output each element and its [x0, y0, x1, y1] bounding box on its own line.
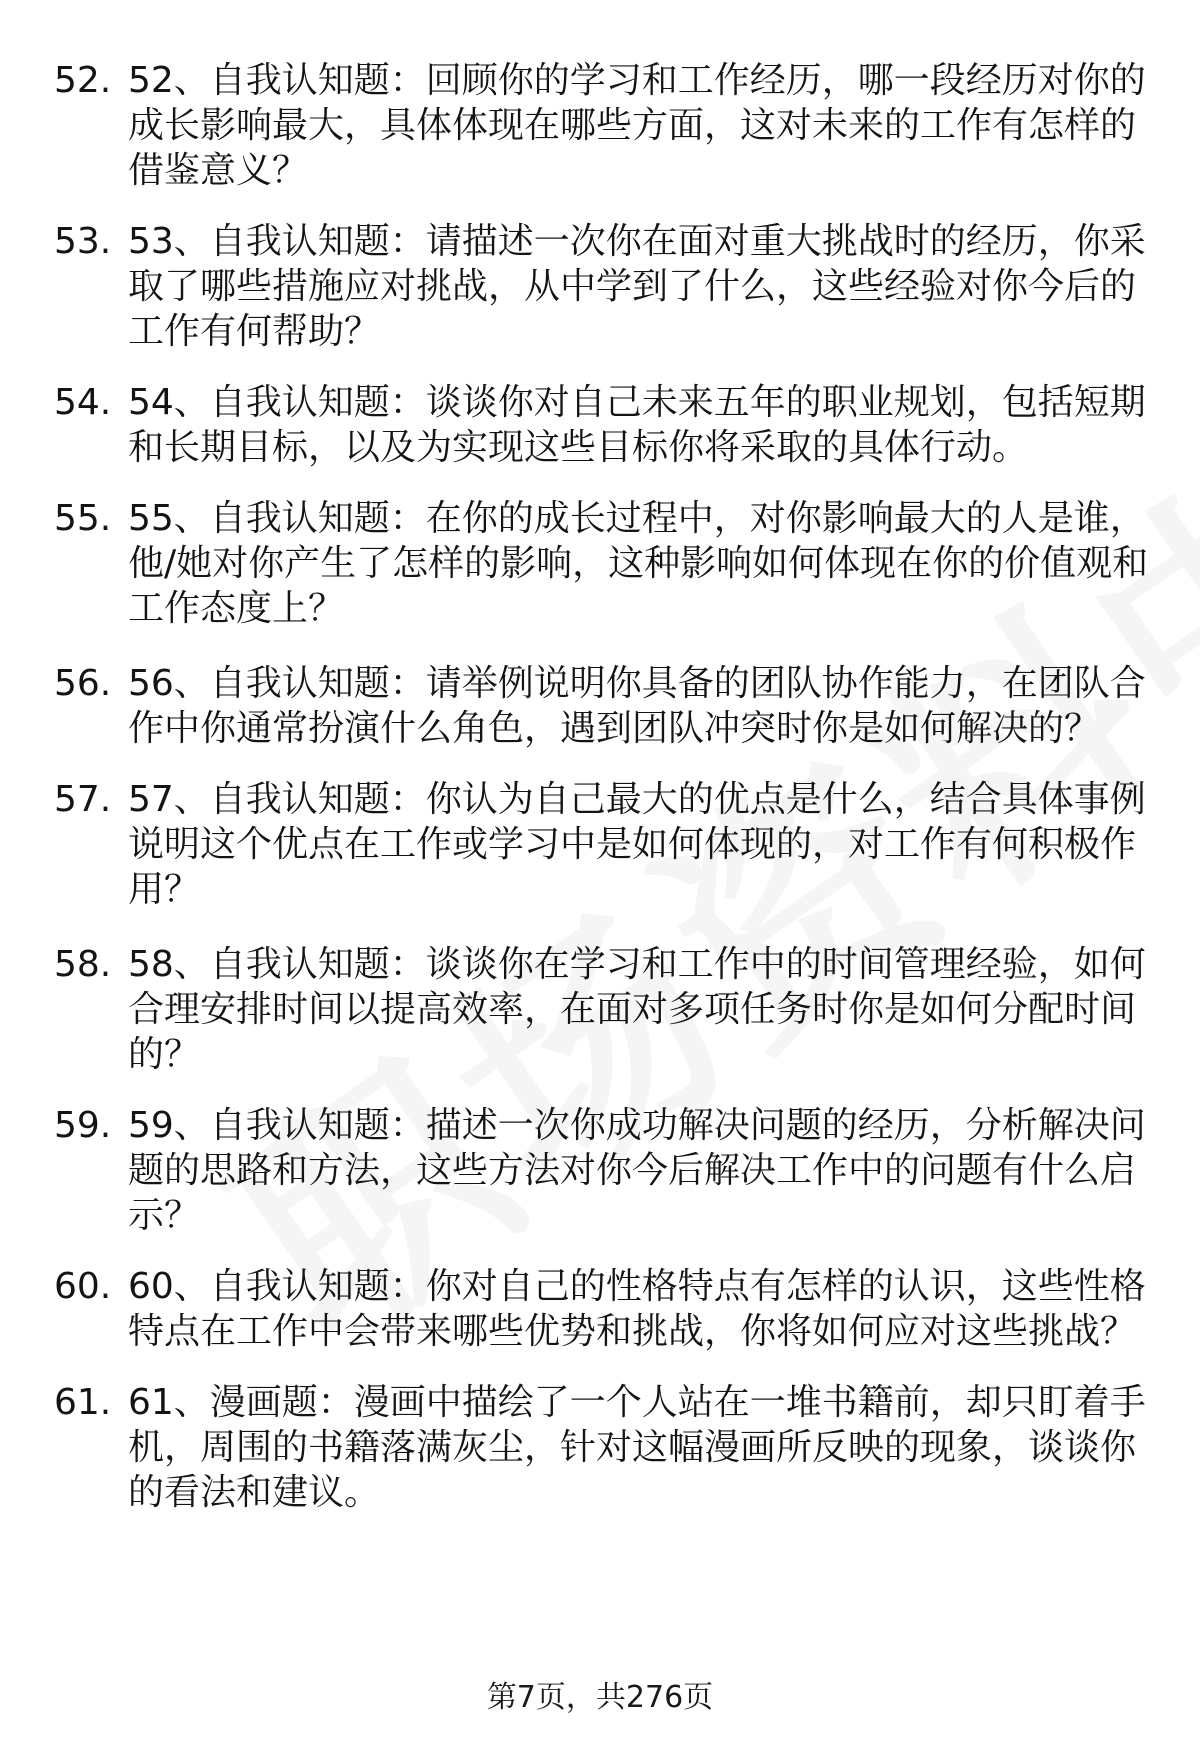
question-number: 55. — [54, 498, 112, 539]
question-number: 56. — [54, 663, 112, 704]
question-number: 60. — [54, 1266, 112, 1307]
page-indicator: 第7页，共276页 — [486, 1680, 714, 1715]
question-text: 59、自我认知题：描述一次你成功解决问题的经历，分析解决问题的思路和方法，这些方法对你今后解决工作中的问题有什么启示？ — [128, 1105, 1146, 1236]
question-text: 53、自我认知题：请描述一次你在面对重大挑战时的经历，你采取了哪些措施应对挑战，从中学到了什么，这些经验对你今后的工作有何帮助？ — [128, 221, 1146, 352]
question-text: 54、自我认知题：谈谈你对自己未来五年的职业规划，包括短期和长期目标，以及为实现这些目标你将采取的具体行动。 — [128, 382, 1146, 468]
question-number: 59. — [54, 1105, 112, 1146]
question-number: 61. — [54, 1382, 112, 1423]
question-number: 58. — [54, 944, 112, 985]
question-number: 52. — [54, 60, 112, 101]
question-text: 57、自我认知题：你认为自己最大的优点是什么，结合具体事例说明这个优点在工作或学习中是如何体现的，对工作有何积极作用？ — [128, 779, 1146, 910]
question-text: 56、自我认知题：请举例说明你具备的团队协作能力，在团队合作中你通常扮演什么角色，遇到团队冲突时你是如何解决的？ — [128, 663, 1146, 749]
question-number: 57. — [54, 779, 112, 820]
question-text: 61、漫画题：漫画中描绘了一个人站在一堆书籍前，却只盯着手机，周围的书籍落满灰尘，针对这幅漫画所反映的现象，谈谈你的看法和建议。 — [128, 1382, 1146, 1513]
question-number: 54. — [54, 382, 112, 423]
question-number: 53. — [54, 221, 112, 262]
question-text: 52、自我认知题：回顾你的学习和工作经历，哪一段经历对你的成长影响最大，具体体现在哪些方面，这对未来的工作有怎样的借鉴意义？ — [128, 60, 1146, 191]
question-text: 60、自我认知题：你对自己的性格特点有怎样的认识，这些性格特点在工作中会带来哪些优势和挑战，你将如何应对这些挑战？ — [128, 1266, 1146, 1352]
question-text: 55、自我认知题：在你的成长过程中，对你影响最大的人是谁，他/她对你产生了怎样的影响，这种影响如何体现在你的价值观和工作态度上？ — [128, 498, 1149, 629]
question-text: 58、自我认知题：谈谈你在学习和工作中的时间管理经验，如何合理安排时间以提高效率，在面对多项任务时你是如何分配时间的？ — [128, 944, 1146, 1075]
